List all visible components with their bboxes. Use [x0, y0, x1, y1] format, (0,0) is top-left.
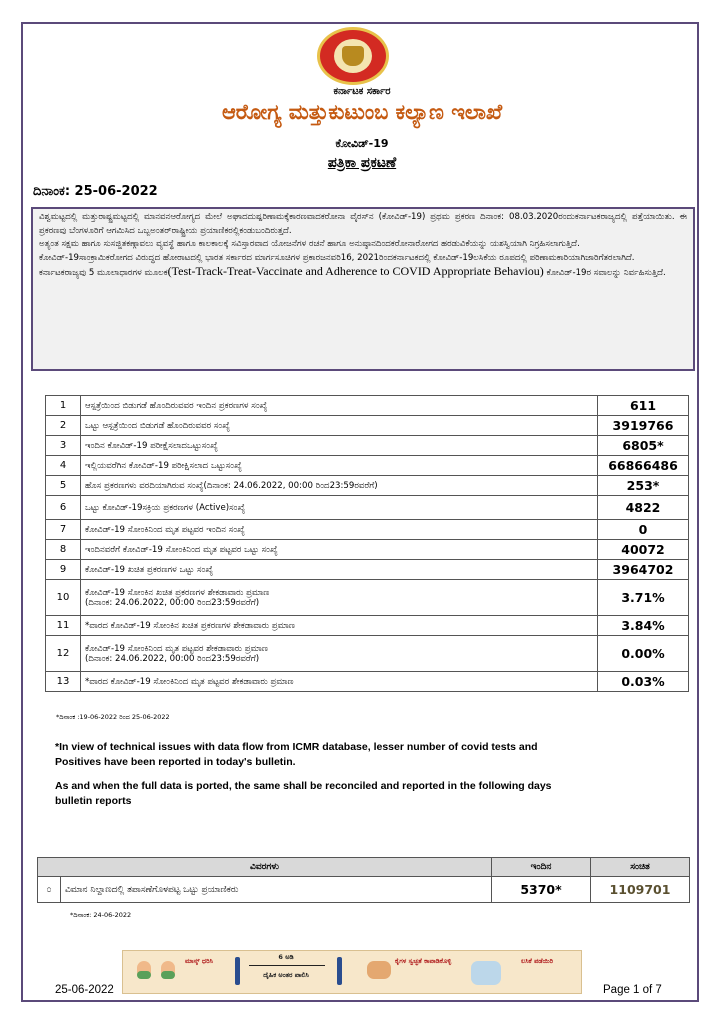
table-row — [46, 636, 689, 672]
technical-notice — [55, 740, 575, 818]
row-value: 3.84% — [598, 616, 689, 636]
intro-paragraph-3: ಕೋವಿಡ್-19ಸಾಂಕ್ರಾಮಿಕರೋಗದ ವಿರುದ್ಧದ ಹೋರಾಟದಲ್ಲಿ ಭಾರತ ಸರ್ಕಾರದ ಮಾರ್ಗಸೂಚಿಗಳ ಪ್ರಕಾರಜನವರಿ16, 2021ರಿಂದಕರ್ನಾಟಕದಲ್ಲಿ ಕೋವಿಡ್-19ಲಸಿಕೆಯ ರೂಪದಲ್ಲಿ ಪರಿಣಾಮಕಾರಿಯಾಗಿಜಾರಿಗೆತರಲಾಗಿದೆ. — [39, 252, 635, 263]
mask-icon — [137, 971, 151, 979]
row-number: 9 — [46, 560, 81, 580]
header-cumulative: ಸಂಚಿತ — [591, 858, 690, 877]
row-value: 0 — [598, 520, 689, 540]
vaccine-icon — [471, 961, 501, 985]
row-value: 3964702 — [598, 560, 689, 580]
row-number: 13 — [46, 672, 81, 692]
row-label: ಒಟ್ಟು ಆಸ್ಪತ್ರೆಯಿಂದ ಬಿಡುಗಡೆ ಹೊಂದಿರುವವರ ಸಂಖ್ಯೆ — [81, 416, 598, 436]
table-row — [46, 560, 689, 580]
row-value: 0.03% — [598, 672, 689, 692]
row-number: 7 — [46, 520, 81, 540]
person-icon-2 — [337, 957, 342, 985]
department-title: ಆರೋಗ್ಯ ಮತ್ತುಕುಟುಂಬ ಕಲ್ಯಾಣ ಇಲಾಖೆ — [221, 100, 503, 124]
header-details: ವಿವರಗಳು — [38, 858, 492, 877]
table-row — [46, 476, 689, 496]
intro-paragraph-4: ಕರ್ನಾಟಕರಾಜ್ಯವು 5 ಮೂಲಾಧಾರಗಳ ಮೂಲಕ(Test-Track-Treat-Vaccinate and Adherence to COVID Appropriate Behaviou) ಕೋವಿಡ್-19ರ ಸವಾಲನ್ನು ನಿರ್ವಹಿಸುತ್ತಿದೆ. — [39, 264, 666, 278]
handwash-icon — [367, 961, 391, 979]
row-number: 11 — [46, 616, 81, 636]
table-row — [46, 496, 689, 520]
stats-table — [45, 395, 689, 692]
row-label: ಆಸ್ಪತ್ರೆಯಿಂದ ಬಿಡುಗಡೆ ಹೊಂದಿರುವವರ ಇಂದಿನ ಪ್ರಕರಣಗಳ ಸಂಖ್ಯೆ — [81, 396, 598, 416]
distance-arrow — [249, 965, 325, 966]
table-row — [46, 396, 689, 416]
stats-footnote: *ದಿನಾಂಕ :19-06-2022 ರಿಂದ 25-06-2022 — [56, 713, 170, 721]
table-row — [46, 520, 689, 540]
row-value: 6805* — [598, 436, 689, 456]
row-value: 4822 — [598, 496, 689, 520]
header-today: ಇಂದಿನ — [492, 858, 591, 877]
row-label: ವಿಮಾನ ನಿಲ್ದಾಣದಲ್ಲಿ ತಪಾಸಣೆಗೊಳಪಟ್ಟ ಒಟ್ಟು ಪ್ರಯಾಣಿಕರು — [61, 877, 492, 903]
covid-label: ಕೋವಿಡ್-19 — [335, 137, 389, 150]
row-label: ಇಂದಿನವರೆಗೆ ಕೋವಿಡ್-19 ಸೋಂಕಿನಿಂದ ಮೃತ ಪಟ್ಟವರ ಒಟ್ಟು ಸಂಖ್ಯೆ — [81, 540, 598, 560]
press-release-title: ಪತ್ರಿಕಾ ಪ್ರಕಟಣೆ — [327, 155, 397, 171]
table-row — [46, 456, 689, 476]
airport-table — [37, 857, 690, 903]
row-label: ಕೋವಿಡ್-19 ಸೋಂಕಿನಿಂದ ಮೃತ ಪಟ್ಟವರ ಇಂದಿನ ಸಂಖ್ಯೆ — [81, 520, 598, 540]
table-row — [46, 436, 689, 456]
mask-icon-2 — [161, 971, 175, 979]
row-value: 253* — [598, 476, 689, 496]
covid-appropriate-behaviour-banner — [122, 950, 582, 994]
distance-top: 6 ಅಡಿ — [278, 953, 294, 961]
row-label: ಕೋವಿಡ್-19 ಸೋಂಕಿನ ಖಚಿತ ಪ್ರಕರಣಗಳ ಶೇಕಡಾವಾರು ಪ್ರಮಾಣ (ದಿನಾಂಕ: 24.06.2022, 00:00 ರಿಂದ23:59ರವರೆಗೆ) — [81, 580, 598, 616]
row-label: ಒಟ್ಟು ಕೋವಿಡ್-19ಸಕ್ರಿಯ ಪ್ರಕರಣಗಳ (Active)ಸಂಖ್ಯೆ — [81, 496, 598, 520]
table-row — [46, 672, 689, 692]
row-label: ಇಲ್ಲಿಯವರೆಗಿನ ಕೋವಿಡ್-19 ಪರೀಕ್ಷಿಸಲಾದ ಒಟ್ಟುಸಂಖ್ಯೆ — [81, 456, 598, 476]
intro-paragraph-1: ವಿಶ್ವಮಟ್ಟದಲ್ಲಿ ಮತ್ತುರಾಷ್ಟ್ರಮಟ್ಟದಲ್ಲಿ ಮಾನವನಆರೋಗ್ಯದ ಮೇಲೆ ಅಘಾದದುಷ್ಪರಿಣಾಮಕ್ಕೆಕಾರಣವಾದಕರೋನಾ ವೈರಸ್‌ನ (ಕೋವಿಡ್-19) ಪ್ರಥಮ ಪ್ರಕರಣ ದಿನಾಂಕ: 08.03.2020ರಂದುಕರ್ನಾಟಕರಾಜ್ಯದಲ್ಲಿ ಪತ್ತೆಯಾಯಿತು. ಈ ಪ್ರಕರಣವು ಬೆಂಗಳೂರಿಗೆ ಆಗಮಿಸಿದ ಒಬ್ಬಅಂತರ್‌ರಾಷ್ಟ್ರೀಯ ಪ್ರಯಾಣಿಕರಲ್ಲಿಕಂಡುಬಂದಿರುತ್ತದೆ. — [39, 212, 687, 236]
intro-box — [31, 207, 695, 371]
distance-bottom: ದೈಹಿಕ ಅಂತರ ಪಾಲಿಸಿ — [263, 971, 309, 979]
vaccine-label: ಲಸಿಕೆ ಪಡೆಯಿರಿ — [521, 957, 554, 965]
person-icon — [235, 957, 240, 985]
airport-footnote: *ದಿನಾಂಕ: 24-06-2022 — [70, 911, 132, 919]
row-number: 10 — [46, 580, 81, 616]
row-number: 5 — [46, 476, 81, 496]
hands-label: ಕೈಗಳ ಸ್ವಚ್ಛತೆ ಕಾಪಾಡಿಕೊಳ್ಳಿ — [395, 957, 452, 965]
table-row — [46, 580, 689, 616]
page-number: Page 1 of 7 — [603, 984, 662, 996]
state-label: ಕರ್ನಾಟಕ ಸರ್ಕಾರ — [333, 86, 391, 97]
row-today: 5370* — [492, 877, 591, 903]
row-number: 6 — [46, 496, 81, 520]
mask-label: ಮಾಸ್ಕ್ ಧರಿಸಿ — [185, 957, 213, 965]
government-emblem-logo — [317, 27, 389, 85]
row-label: ಕೋವಿಡ್-19 ಸೋಂಕಿನಿಂದ ಮೃತ ಪಟ್ಟವರ ಶೇಕಡಾವಾರು ಪ್ರಮಾಣ (ದಿನಾಂಕ: 24.06.2022, 00:00 ರಿಂದ23:59ರವರೆಗೆ) — [81, 636, 598, 672]
intro-paragraph-2: ಅತ್ಯಂತ ಸಕ್ಷಮ ಹಾಗೂ ಸುಸಜ್ಜಿತಕಣ್ಗಾವಲು ವ್ಯವಸ್ಥೆ ಹಾಗೂ ಕಾಲಕಾಲಕ್ಕೆ ಸವಿಸ್ತಾರವಾದ ಯೋಜನೆಗಳ ರಚನೆ ಹಾಗೂ ಅನುಷ್ಠಾನದಿಂದಕರೋನಾರೋಗದ ಹರಡುವಿಕೆಯನ್ನು ಯಶಸ್ವಿಯಾಗಿ ನಿಗ್ರಹಿಸಲಾಗುತ್ತಿದೆ. — [39, 239, 580, 249]
row-number: 8 — [46, 540, 81, 560]
row-value: 611 — [598, 396, 689, 416]
notice-paragraph-1: *In view of technical issues with data flow from ICMR database, lesser number of covid tests and Positives have been reported in today's bulletin. — [55, 741, 538, 768]
row-number: ೦ — [38, 877, 61, 903]
row-value: 40072 — [598, 540, 689, 560]
table-row — [46, 616, 689, 636]
row-value: 0.00% — [598, 636, 689, 672]
footer-date: 25-06-2022 — [55, 984, 114, 996]
row-label: *ವಾರದ ಕೋವಿಡ್-19 ಸೋಂಕಿನ ಖಚಿತ ಪ್ರಕರಣಗಳ ಶೇಕಡಾವಾರು ಪ್ರಮಾಣ — [81, 616, 598, 636]
row-value: 3.71% — [598, 580, 689, 616]
row-number: 12 — [46, 636, 81, 672]
notice-paragraph-2: As and when the full data is ported, the same shall be reconciled and reported in the following days bulletin reports — [55, 780, 552, 807]
row-label: ಇಂದಿನ ಕೋವಿಡ್-19 ಪರೀಕ್ಷೆಸಲಾದಒಟ್ಟುಸಂಖ್ಯೆ — [81, 436, 598, 456]
row-number: 2 — [46, 416, 81, 436]
row-label: ಹೊಸ ಪ್ರಕರಣಗಳು ವರದಿಯಾಗಿರುವ ಸಂಖ್ಯೆ(ದಿನಾಂಕ: 24.06.2022, 00:00 ರಿಂದ23:59ರವರೆಗೆ) — [81, 476, 598, 496]
table-row — [38, 877, 690, 903]
row-cumulative: 1109701 — [591, 877, 690, 903]
row-number: 3 — [46, 436, 81, 456]
table-row — [46, 416, 689, 436]
row-number: 4 — [46, 456, 81, 476]
row-label: ಕೋವಿಡ್-19 ಖಚಿತ ಪ್ರಕರಣಗಳ ಒಟ್ಟು ಸಂಖ್ಯೆ — [81, 560, 598, 580]
row-value: 66866486 — [598, 456, 689, 476]
row-value: 3919766 — [598, 416, 689, 436]
table-row — [46, 540, 689, 560]
row-label: *ವಾರದ ಕೋವಿಡ್-19 ಸೋಂಕಿನಿಂದ ಮೃತ ಪಟ್ಟವರ ಶೇಕಡಾವಾರು ಪ್ರಮಾಣ — [81, 672, 598, 692]
row-number: 1 — [46, 396, 81, 416]
bulletin-date: ದಿನಾಂಕ: 25-06-2022 — [33, 184, 158, 199]
